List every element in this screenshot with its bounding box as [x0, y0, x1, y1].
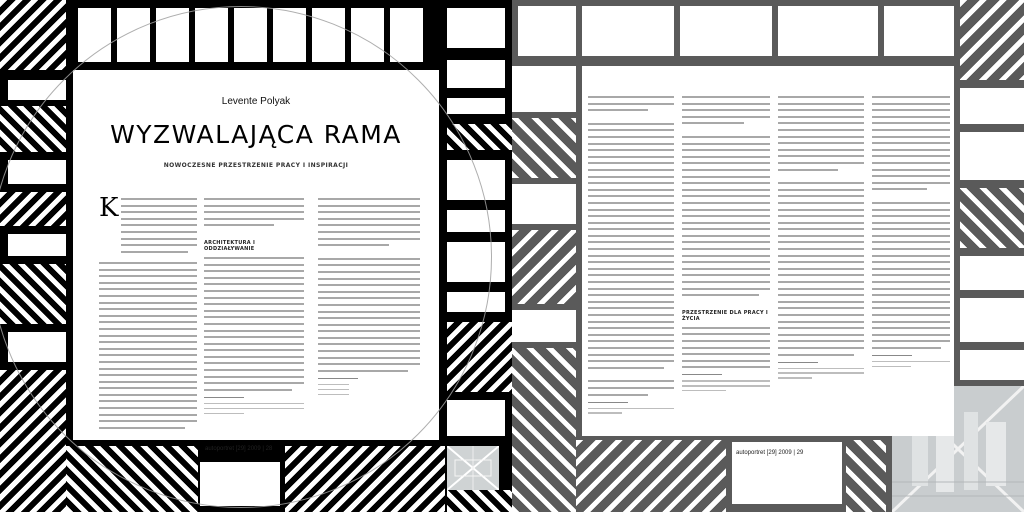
article-subtitle: NOWOCZESNE PRZESTRZENIE PRACY I INSPIRACJI	[163, 162, 349, 169]
text-column	[682, 96, 770, 395]
text-column	[872, 96, 950, 371]
frame-window	[195, 8, 228, 62]
author-name: Levente Polyak	[221, 96, 291, 107]
text-column	[121, 198, 197, 257]
frame-window	[8, 234, 66, 256]
stripe-block	[0, 264, 66, 324]
stripe-block	[447, 124, 512, 150]
stripe-block	[512, 118, 576, 178]
frame-window	[447, 242, 505, 282]
article-panel	[582, 66, 954, 436]
stripe-block	[0, 106, 66, 152]
page-footer: autoportret [29] 2009 | 29	[736, 450, 804, 456]
section-heading: ARCHITEKTURA I ODDZIAŁYWANIE	[204, 239, 256, 252]
frame-window	[512, 310, 576, 342]
stripe-block	[447, 490, 512, 512]
frame-window	[117, 8, 150, 62]
frame-window	[447, 400, 505, 436]
stripe-block	[0, 0, 66, 70]
frame-window	[518, 6, 576, 56]
stripe-block	[285, 446, 445, 512]
text-column	[318, 198, 420, 399]
frame-window	[312, 8, 345, 62]
text-column	[588, 96, 674, 417]
frame-window	[680, 6, 772, 56]
stripe-block	[960, 0, 1024, 80]
frame-window	[78, 8, 111, 62]
frame-window	[8, 332, 66, 362]
stripe-block	[0, 192, 66, 226]
right-page	[512, 0, 1024, 512]
frame-window	[447, 60, 505, 88]
frame-window	[960, 132, 1024, 180]
frame-window	[960, 88, 1024, 124]
frame-window	[273, 8, 306, 62]
frame-window	[200, 462, 280, 506]
frame-window	[447, 210, 505, 232]
frame-window	[390, 8, 423, 62]
frame-window	[447, 160, 505, 200]
page-footer: autoportret [29] 2009 | 28	[205, 446, 273, 452]
frame-window	[447, 8, 505, 48]
frame-window	[8, 160, 66, 184]
drop-cap: K	[99, 193, 119, 223]
frame-window	[156, 8, 189, 62]
frame-window	[778, 6, 878, 56]
frame-window	[960, 256, 1024, 290]
stripe-block	[512, 348, 576, 512]
text-column	[204, 198, 304, 418]
architecture-photo	[447, 446, 499, 490]
stripe-block	[447, 322, 512, 392]
section-heading: PRZESTRZENIE DLA PRACY I ŻYCIA	[682, 309, 769, 322]
frame-window	[512, 66, 576, 112]
frame-window	[351, 8, 384, 62]
stripe-block	[846, 440, 886, 512]
frame-window	[234, 8, 267, 62]
stripe-block	[512, 230, 576, 304]
text-column	[99, 262, 197, 433]
frame-window	[512, 184, 576, 224]
frame-window	[884, 6, 954, 56]
stripe-block	[0, 370, 66, 512]
article-panel	[73, 70, 439, 440]
text-column	[778, 96, 864, 382]
article-title: WYZWALAJĄCA RAMA	[110, 120, 402, 149]
frame-window	[447, 292, 505, 312]
stripe-block	[66, 446, 198, 512]
frame-window	[960, 298, 1024, 342]
stripe-block	[576, 440, 726, 512]
frame-window	[582, 6, 674, 56]
frame-window	[8, 80, 66, 100]
stripe-block	[960, 188, 1024, 248]
frame-window	[960, 350, 1024, 380]
frame-window	[447, 98, 505, 114]
